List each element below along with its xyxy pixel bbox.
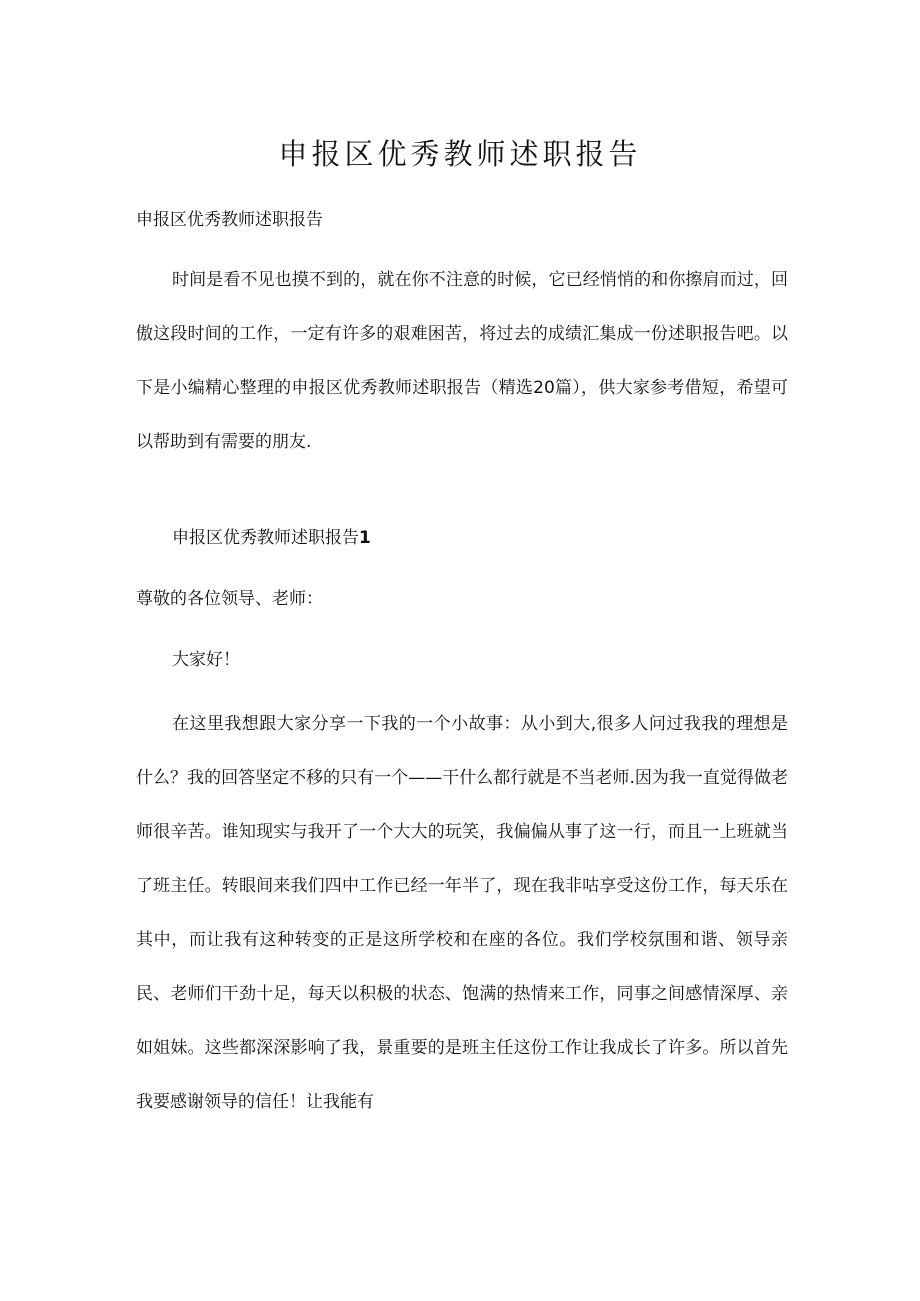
document-subtitle: 申报区优秀教师述职报告 [136, 210, 323, 230]
body-paragraph: 在这里我想跟大家分享一下我的一个小故事：从小到大,很多人问过我我的理想是什么？我的回答坚定不移的只有一个——干什么都行就是不当老师.因为我一直觉得做老师很辛苦。谁知现实与我开了一个大大的玩笑，我偏偏从事了这一行，而且一上班就当了班主任。转眼间来我们四中工作已经一年半了，现在我非咕享受这份工作，每天乐在其中，而让我有这种转变的正是这所学校和在座的各位。我们学校氛围和谐、领导亲民、老师们干劲十足，每天以积极的状态、饱满的热情来工作，同事之间感情深厚、亲如姐妹。这些都深深影响了我，景重要的是班主任这份工作让我成长了许多。所以首先我要感谢领导的信任！让我能有 [136, 714, 788, 1112]
intro-paragraph: 时间是看不见也摸不到的，就在你不注意的时候，它已经悄悄的和你擦肩而过，回傲这段时间的工作，一定有许多的艰难困苦，将过去的成绩汇集成一份述职报告吧。以下是小编精心整理的申报区优秀教师述职报告（精选20篇），供大家参考借短，希望可以帮助到有需要的朋友. [136, 270, 788, 452]
section-heading-number: 1 [359, 528, 371, 548]
section-heading-text: 申报区优秀教师述职报告 [172, 528, 359, 548]
section-heading [172, 524, 371, 552]
document-title: 申报区优秀教师述职报告 [278, 137, 642, 171]
salutation: 尊敬的各位领导、老师： [136, 589, 323, 609]
greeting: 大家好！ [172, 650, 240, 670]
